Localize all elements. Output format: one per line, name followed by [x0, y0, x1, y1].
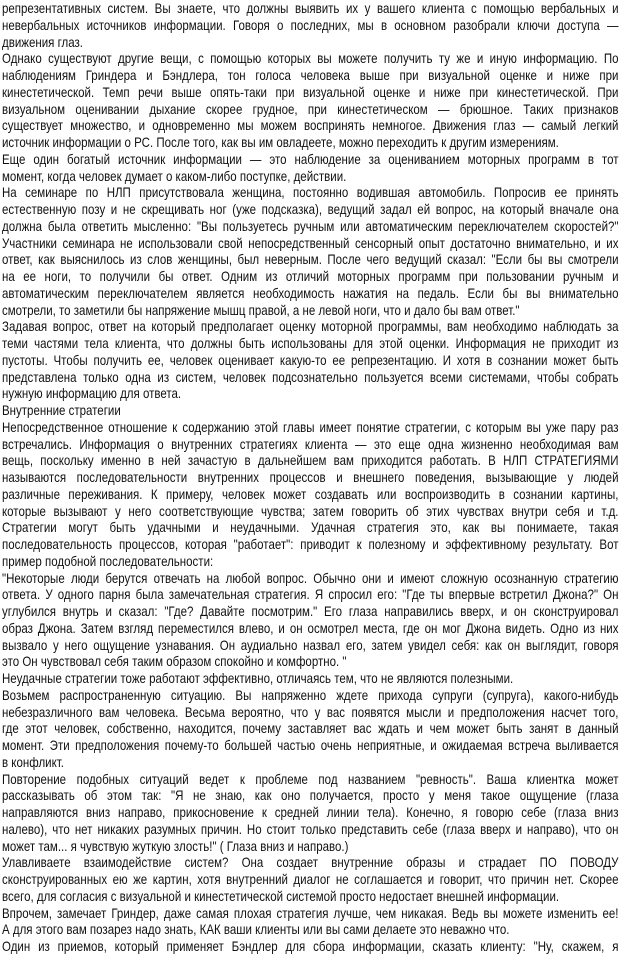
text-line: всего, для согласия с визуальной и кинестетической системой просто недостает внешней информации.	[2, 887, 560, 904]
text-line: которые вызывают у него соответствующие чувства; затем говорить об этих чувствах внутри себя и т.д.	[2, 502, 619, 519]
text-line: Один из приемов, который применяет Бэндлер для сбора информации, сказать клиенту: "Ну, скажем, я	[2, 938, 619, 954]
text-line: ответ, как выяснилось из слов женщины, был неверным. После чего ведущий сказал: "Если бы вы смотрели	[2, 251, 619, 268]
text-line: налево), что нет никаких разумных причин. Но стоит только представить себе (глаза вверх и направо), что он	[2, 820, 619, 837]
text-line: Непосредственное отношение к содержанию этой главы имеет понятие стратегии, с которым вы уже пару раз	[2, 418, 619, 435]
text-line: вызвало у него ощущение узнавания. Он аудиально назвал его, затем увидел себя: как он выглядит, говоря	[2, 636, 619, 653]
paragraph	[2, 184, 619, 318]
text-line: пример подобной последовательности:	[2, 552, 214, 569]
text-line: углубился внутрь и сказал: "Где? Давайте посмотрим." Его глаза направились вверх, и он сконструировал	[2, 603, 619, 619]
text-line: визуальном оценивании дыхание скорее грудное, при кинестетическом — брюшное. Таких признаков	[2, 100, 619, 117]
text-line: кинестетической. Темп речи выше опять-таки при визуальной оценке и ниже при кинестетической. При	[2, 83, 619, 100]
text-line: существует множество, и одновременно мы можем воспринять немногое. Движения глаз — самый легкий	[2, 117, 619, 134]
text-line: различные переживания. К примеру, человек может создавать или воспроизводить в сознании картины,	[2, 485, 619, 502]
document-page	[2, 0, 619, 955]
paragraph	[2, 151, 619, 185]
text-line: А для этого вам позарез надо знать, КАК ваши клиенты или вы сами делаете это неважно что.	[2, 921, 510, 938]
text-line: Впрочем, замечает Гриндер, даже самая плохая стратегия лучше, чем никакая. Ведь вы можете изменить ее!	[2, 904, 619, 921]
text-line: Участники семинара не использовали свой непосредственный сенсорный опыт достаточно внимательно, и их	[2, 234, 619, 251]
text-line: в конфликт.	[2, 753, 64, 770]
text-line: Внутренние стратегии	[2, 402, 121, 418]
text-line: Улавливаете взаимодействие систем? Она создает внутренние образы и страдает ПО ПОВОДУ	[2, 854, 619, 871]
text-line: сконструированных ею же картин, хотя внутренний диалог не соглашается и говорит, что причин нет. Скорее	[2, 871, 619, 887]
paragraph	[2, 570, 619, 671]
text-line: ответа. У одного парня была замечательная стратегия. Я спросил его: "Где ты впервые встретил Джона?" Он	[2, 586, 619, 603]
text-line: направляются вниз направо, прикосновение к средней линии тела). Конечно, я говорю себе (глаза вниз	[2, 804, 619, 820]
text-line: Возьмем распространенную ситуацию. Вы напряженно ждете прихода супруги (супруга), какого-нибудь	[2, 686, 619, 703]
paragraph	[2, 670, 619, 687]
text-line: может там... я чувствую жуткую злость!" ( Глаза вниз и направо.)	[2, 837, 349, 854]
text-line: нужную информацию для ответа.	[2, 385, 182, 402]
text-line: На семинаре по НЛП присутствовала женщина, постоянно водившая автомобиль. Попросив ее принять	[2, 184, 619, 201]
text-line: образ Джона. Затем взгляд переместился влево, и он осмотрел места, где он мог Джона видеть. Одно из них	[2, 619, 619, 636]
text-line: момент. Эти предположения почему-то большей частью очень неприятные, и ожидаемая встреча выливается	[2, 737, 619, 753]
paragraph	[2, 419, 619, 570]
text-line: автоматическим переключателем является необходимость нажатия на педаль. Если бы вы внимательно	[2, 284, 619, 301]
text-line: должна была ответить мысленно: "Вы пользуетесь ручным или автоматическим переключателем скоростей?"	[2, 217, 619, 234]
text-line: встречались. Информация о внутренних стратегиях клиента — это еще одна жизненно необходимая вам	[2, 435, 619, 452]
text-line: Задавая вопрос, ответ на который предполагает оценку моторной программы, вам необходимо наблюдать за	[2, 318, 619, 335]
text-line: на ее ноги, то получили бы ответ. Одним из отличий моторных программ при пользовании ручным и	[2, 268, 619, 284]
text-line: источник информации о РС. После того, как вы им овладеете, можно переходить к другим измерениям.	[2, 134, 559, 150]
text-line: последовательность процессов, которая "работает": приводит к полезному и эффективному результату. Вот	[2, 536, 619, 552]
text-line: Повторение подобных ситуаций ведет к проблеме под названием "ревность". Ваша клиентка может	[2, 770, 619, 787]
text-line: естественную позу и не скрещивать ног (уже подсказка), ведущий задал ей вопрос, на который вначале она	[2, 201, 619, 217]
text-line: небезразличного вам человека. Весьма вероятно, что у вас появятся мысли и предположения насчет того,	[2, 703, 619, 720]
text-line: репрезентативных систем. Вы знаете, что должны выявить их у вашего клиента с помощью вербальных и	[2, 0, 619, 16]
text-line: это Он чувствовал себя таким образом спокойно и комфортно. "	[2, 653, 347, 670]
text-line: рассказывать об этом так: "Я не знаю, как оно получается, просто у меня такое ощущение (глаза	[2, 787, 619, 804]
text-line: представлена только одна из систем, человек подсознательно пользуется всеми системами, чтобы собрать	[2, 368, 619, 385]
paragraph	[2, 938, 619, 955]
section-heading	[2, 402, 619, 419]
text-line: движения глаз.	[2, 33, 83, 50]
paragraph	[2, 318, 619, 402]
text-line: момент, когда человек думает о каком-либо поступке, действии.	[2, 167, 347, 184]
text-line: наблюдениям Гриндера и Бэндлера, тон голоса человека выше при визуальной оценке и ниже при	[2, 67, 619, 83]
paragraph	[2, 50, 619, 151]
text-line: Однако существуют другие вещи, с помощью которых вы можете получить ту же и иную информацию. По	[2, 50, 619, 67]
text-line: невербальных источников информации. Говоря о последних, мы в основном разобрали ключи доступа —	[2, 16, 619, 33]
text-line: Стратегии могут быть удачными и неудачными. Удачная стратегия это, как вы понимаете, такая	[2, 519, 619, 536]
text-line: называются последовательности внутренних процессов и внешнего поведения, вызывающие у людей	[2, 469, 619, 485]
text-line: теми частями тела клиента, что должны быть использованы для этой оценки. Информация не приходит из	[2, 335, 619, 351]
text-line: смотрели, то заметили бы напряжение мышц правой, а не левой ноги, что и дало бы вам ответ."	[2, 301, 520, 318]
text-line: "Некоторые люди берутся отвечать на любой вопрос. Обычно они и имеют сложную осознанную стратегию	[2, 569, 619, 586]
paragraph	[2, 0, 619, 50]
text-line: пустоты. Чтобы получить ее, человек оценивает какую-то ее репрезентацию. И хотя в сознании может быть	[2, 351, 619, 368]
text-line: Неудачные стратегии тоже работают эффективно, отличаясь тем, что не являются полезными.	[2, 670, 514, 686]
paragraph	[2, 905, 619, 939]
text-line: Еще один богатый источник информации — это наблюдение за оцениванием моторных программ в тот	[2, 150, 619, 167]
text-line: где этот человек, собственно, находится, почему заставляет вас ждать и чем может быть занят в данный	[2, 720, 619, 737]
paragraph	[2, 687, 619, 771]
text-line: вещь, поскольку именно в ней зачастую в дальнейшем вам приходится работать. В НЛП СТРАТЕГИЯМИ	[2, 452, 619, 469]
paragraph	[2, 771, 619, 855]
paragraph	[2, 854, 619, 904]
